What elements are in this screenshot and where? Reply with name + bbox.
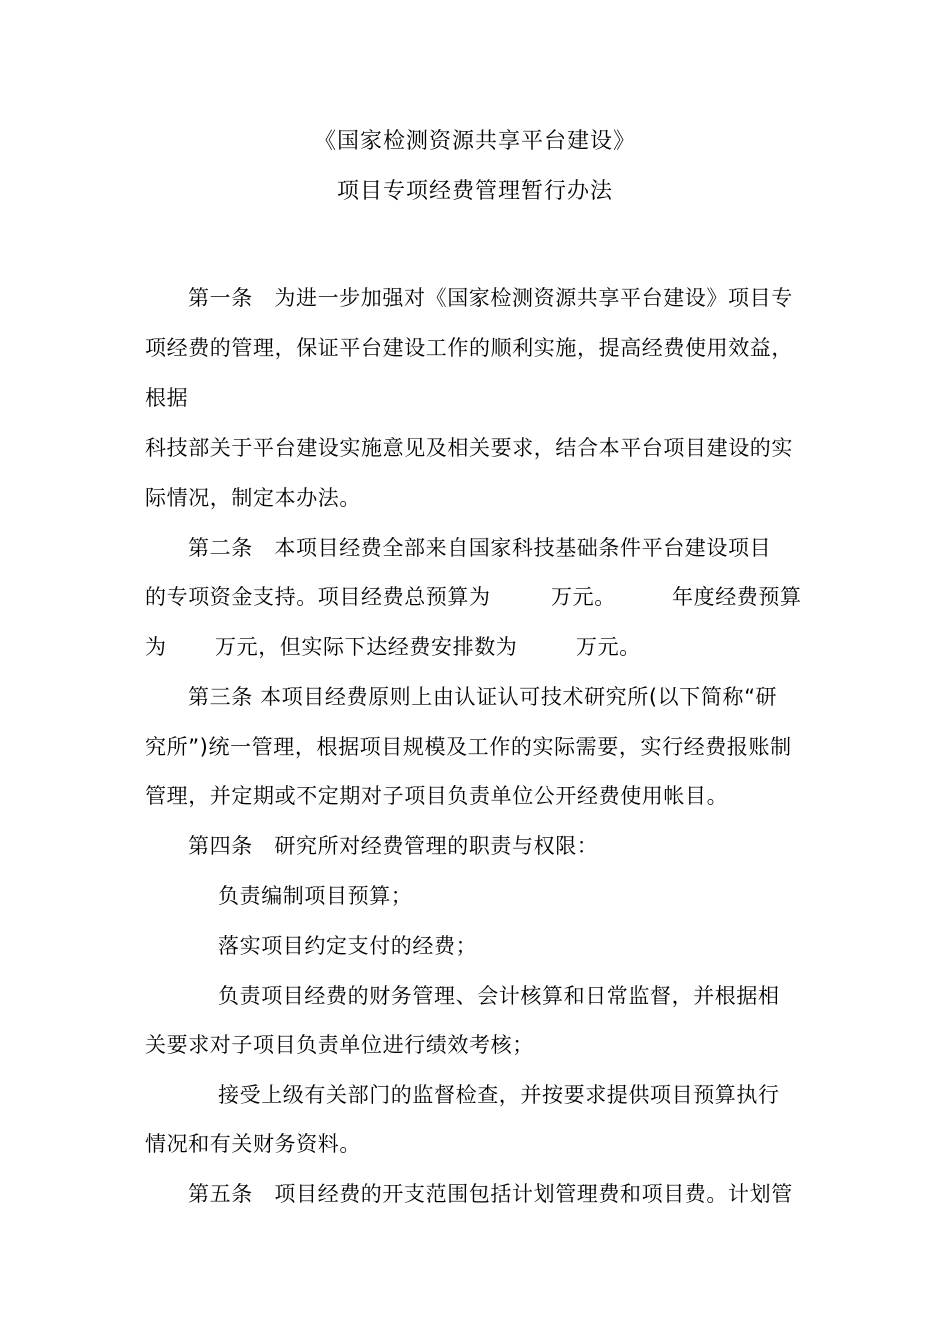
article-2-line-2c: 年度经费预算 (672, 585, 802, 609)
article-4-item-4-line-1: 接受上级有关部门的监督检查，并按要求提供项目预算执行 (218, 1083, 780, 1107)
article-2-line-1: 第二条 本项目经费全部来自国家科技基础条件平台建设项目 (188, 536, 772, 560)
article-3-line-3: 管理，并定期或不定期对子项目负责单位公开经费使用帐目。 (145, 784, 729, 808)
article-4-item-3-line-1: 负责项目经费的财务管理、会计核算和日常监督，并根据相 (218, 984, 780, 1008)
article-2-line-2b: 万元。 (551, 585, 616, 609)
document-title-line-2: 项目专项经费管理暂行办法 (336, 179, 613, 204)
article-2-line-3a: 为 (145, 635, 167, 659)
document-title-line-1: 《国家检测资源共享平台建设》 (313, 129, 636, 154)
article-1-line-3: 根据 (145, 386, 189, 410)
article-4-line-1: 第四条 研究所对经费管理的职责与权限： (188, 834, 599, 858)
article-3-line-1: 第三条 本项目经费原则上由认证认可技术研究所(以下简称“研 (188, 685, 778, 709)
article-4-item-2: 落实项目约定支付的经费； (218, 934, 478, 958)
article-2-line-3c: 万元。 (576, 635, 641, 659)
article-1-line-4: 科技部关于平台建设实施意见及相关要求，结合本平台项目建设的实 (145, 436, 793, 460)
article-1-line-2: 项经费的管理，保证平台建设工作的顺利实施，提高经费使用效益， (145, 336, 793, 360)
article-2-line-3b: 万元，但实际下达经费安排数为 (215, 635, 518, 659)
article-3-line-2: 究所”)统一管理，根据项目规模及工作的实际需要，实行经费报账制 (145, 735, 792, 759)
article-1-line-5: 际情况，制定本办法。 (145, 486, 361, 510)
article-5-line-1: 第五条 项目经费的开支范围包括计划管理费和项目费。计划管 (188, 1182, 793, 1206)
article-4-item-3-line-2: 关要求对子项目负责单位进行绩效考核； (145, 1033, 534, 1057)
article-4-item-4-line-2: 情况和有关财务资料。 (145, 1132, 361, 1156)
article-4-item-1: 负责编制项目预算； (218, 884, 413, 908)
article-1-line-1: 第一条 为进一步加强对《国家检测资源共享平台建设》项目专 (188, 286, 793, 310)
article-2-line-2a: 的专项资金支持。项目经费总预算为 (145, 585, 491, 609)
